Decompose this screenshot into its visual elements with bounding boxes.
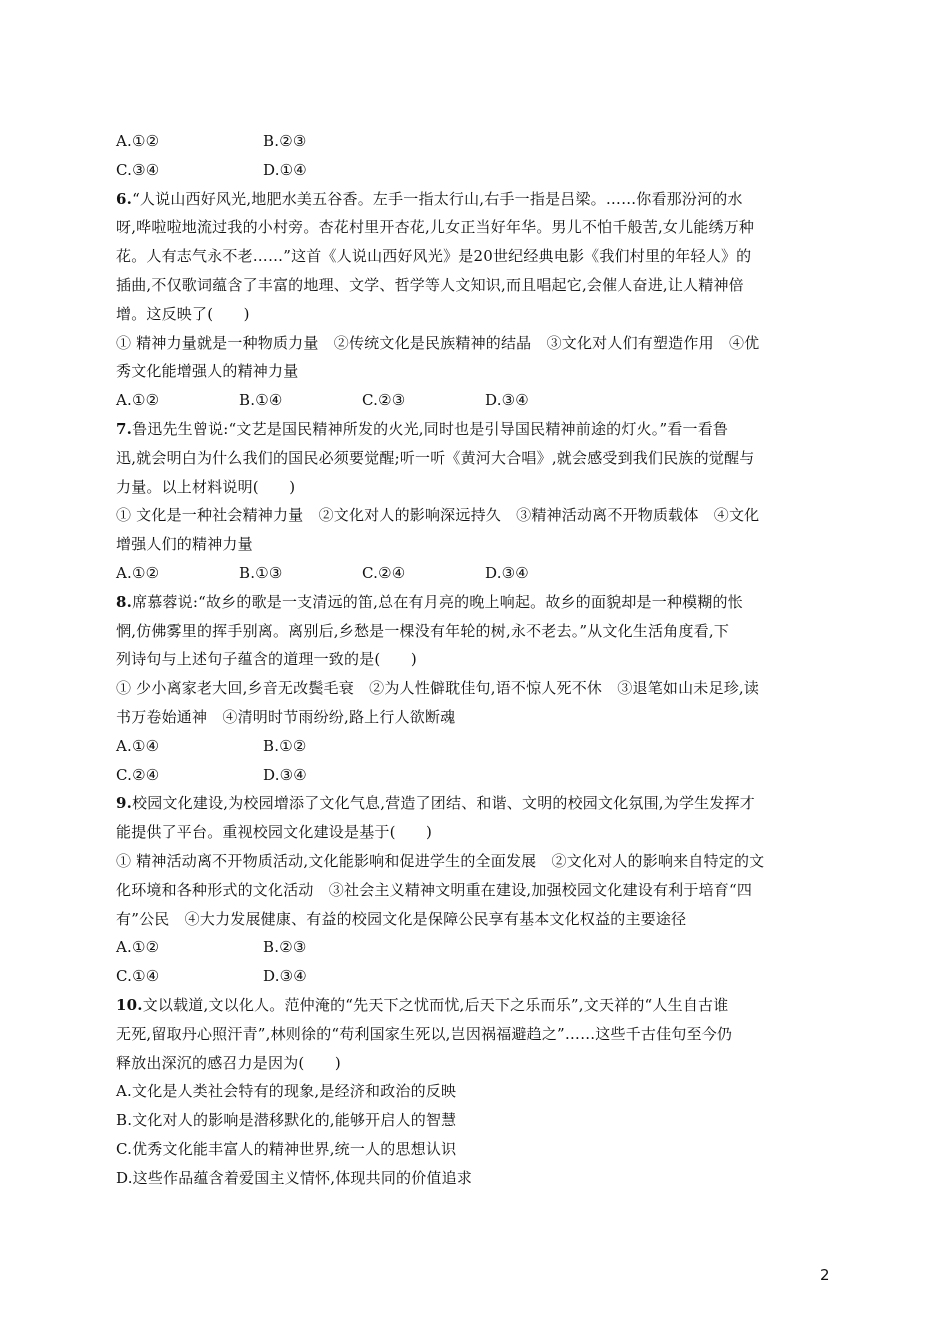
option-a: A.①② xyxy=(116,391,160,410)
question-stem-line: 呀,哗啦啦地流过我的小村旁。杏花村里开杏花,儿女正当好年华。男儿不怕千般苦,女儿能绣万种 xyxy=(116,218,755,237)
option-d: D.①④ xyxy=(263,160,307,179)
option-c: C.②④ xyxy=(116,765,160,784)
option-b: B.①② xyxy=(263,736,307,755)
option-c: C.②③ xyxy=(362,391,406,410)
question-stem-line: 花。人有志气永不老……”这首《人说山西好风光》是20世纪经典电影《我们村里的年轻人》的 xyxy=(116,247,752,266)
question-7 xyxy=(116,415,836,588)
option-b: B.②③ xyxy=(263,938,307,957)
question-stem-line: 席慕蓉说:“故乡的歌是一支清远的笛,总在有月亮的晚上响起。故乡的面貌却是一种模糊的怅 xyxy=(132,592,743,611)
option-b: B.②③ xyxy=(263,132,307,150)
option-b: B.①③ xyxy=(239,563,283,582)
question-stem-line: 增。这反映了( ) xyxy=(116,304,250,323)
statements-line: ① 少小离家老大回,乡音无改鬓毛衰 ②为人性僻耽佳句,语不惊人死不休 ③退笔如山未足珍,读 xyxy=(116,679,760,698)
statements-line: ① 精神力量就是一种物质力量 ②传统文化是民族精神的结晶 ③文化对人们有塑造作用 ④优 xyxy=(116,333,760,352)
option-d: D.③④ xyxy=(485,563,529,582)
option-c: C.优秀文化能丰富人的精神世界,统一人的思想认识 xyxy=(116,1139,457,1158)
statements-line: 增强人们的精神力量 xyxy=(116,535,253,554)
question-number: 7. xyxy=(116,419,133,438)
question-stem-line: 校园文化建设,为校园增添了文化气息,营造了团结、和谐、文明的校园文化氛围,为学生发挥才 xyxy=(132,794,755,813)
question-stem-line: 能提供了平台。重视校园文化建设是基于( ) xyxy=(116,823,433,842)
question-stem-line: 惘,仿佛雾里的挥手别离。离别后,乡愁是一棵没有年轮的树,永不老去。”从文化生活角度看,下 xyxy=(116,621,730,640)
option-c: C.③④ xyxy=(116,160,160,179)
question-10 xyxy=(116,991,836,1193)
option-a: A.文化是人类社会特有的现象,是经济和政治的反映 xyxy=(116,1082,457,1101)
question-number: 10. xyxy=(116,995,143,1014)
statements-line: 有”公民 ④大力发展健康、有益的校园文化是保障公民享有基本文化权益的主要途径 xyxy=(116,909,687,928)
question-stem-line: “人说山西好风光,地肥水美五谷香。左手一指太行山,右手一指是吕梁。……你看那汾河的水 xyxy=(132,189,743,208)
option-a: A.①② xyxy=(116,938,160,957)
question-stem-line: 鲁迅先生曾说:“文艺是国民精神所发的火光,同时也是引导国民精神前途的灯火。”看一看鲁 xyxy=(132,419,729,438)
question-stem-line: 列诗句与上述句子蕴含的道理一致的是( ) xyxy=(116,650,417,669)
question-6 xyxy=(116,185,836,415)
question-stem-line: 文以载道,文以化人。范仲淹的“先天下之忧而忧,后天下之乐而乐”,文天祥的“人生自古谁 xyxy=(142,995,729,1014)
question-number: 8. xyxy=(116,592,133,611)
statements-line: ① 精神活动离不开物质活动,文化能影响和促进学生的全面发展 ②文化对人的影响来自特定的文 xyxy=(116,851,765,870)
question-stem-line: 释放出深沉的感召力是因为( ) xyxy=(116,1053,341,1072)
question-number: 6. xyxy=(116,189,133,208)
question-number: 9. xyxy=(116,794,133,813)
option-a: A.①② xyxy=(116,132,160,150)
page-content xyxy=(116,127,836,1192)
page-number: 2 xyxy=(820,1266,830,1284)
question-stem-line: 力量。以上材料说明( ) xyxy=(116,477,296,496)
option-d: D.③④ xyxy=(263,765,307,784)
option-d: D.这些作品蕴含着爱国主义情怀,体现共同的价值追求 xyxy=(116,1168,473,1187)
question-stem-line: 无死,留取丹心照汗青”,林则徐的“苟利国家生死以,岂因祸福避趋之”……这些千古佳句至今仍 xyxy=(116,1024,733,1043)
statements-line: 化环境和各种形式的文化活动 ③社会主义精神文明重在建设,加强校园文化建设有利于培育“四 xyxy=(116,880,753,899)
question-9 xyxy=(116,789,836,991)
question-5-options xyxy=(116,127,836,185)
option-c: C.①④ xyxy=(116,967,160,986)
question-stem-line: 迅,就会明白为什么我们的国民必须要觉醒;听一听《黄河大合唱》,就会感受到我们民族的觉醒与 xyxy=(116,448,755,467)
question-stem-line: 插曲,不仅歌词蕴含了丰富的地理、文学、哲学等人文知识,而且唱起它,会催人奋进,让人精神倍 xyxy=(116,275,744,294)
option-c: C.②④ xyxy=(362,563,406,582)
option-b: B.①④ xyxy=(239,391,283,410)
statements-line: ① 文化是一种社会精神力量 ②文化对人的影响深远持久 ③精神活动离不开物质载体 ④文化 xyxy=(116,506,760,525)
question-8 xyxy=(116,588,836,790)
statements-line: 秀文化能增强人的精神力量 xyxy=(116,362,299,381)
option-b: B.文化对人的影响是潜移默化的,能够开启人的智慧 xyxy=(116,1111,457,1130)
statements-line: 书万卷始通神 ④清明时节雨纷纷,路上行人欲断魂 xyxy=(116,707,456,726)
option-a: A.①④ xyxy=(116,736,160,755)
option-d: D.③④ xyxy=(263,967,307,986)
option-a: A.①② xyxy=(116,563,160,582)
option-d: D.③④ xyxy=(485,391,529,410)
